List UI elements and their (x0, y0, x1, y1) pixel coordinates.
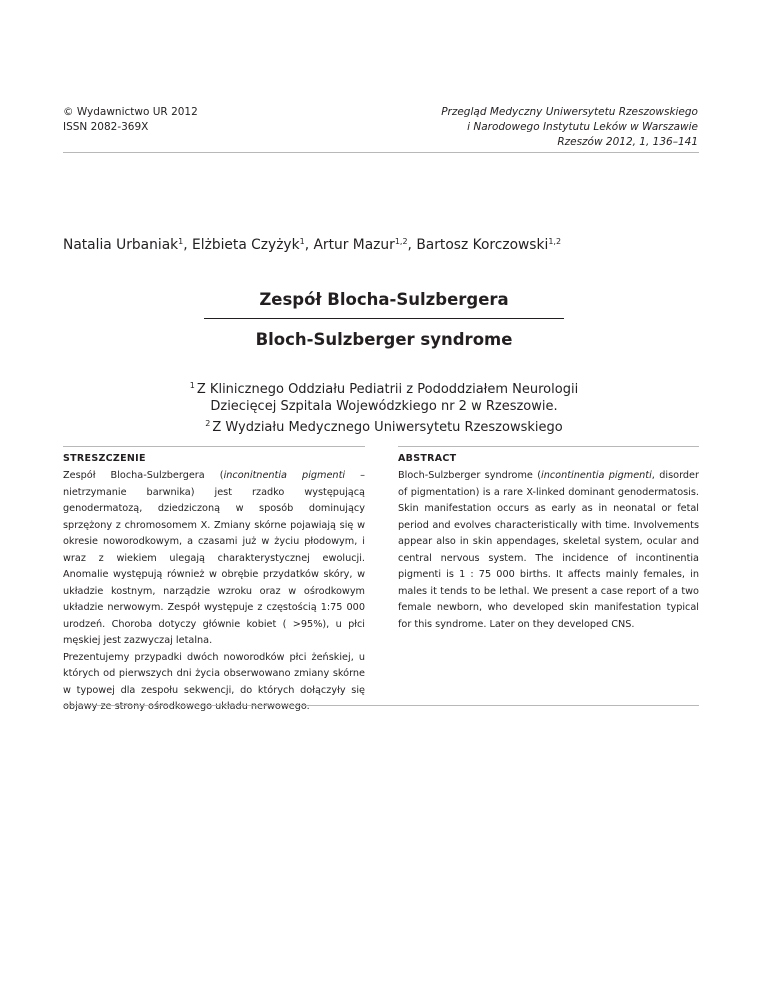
streszczenie-latin-term: inconitnentia pigmenti (223, 470, 346, 481)
author-name: Natalia Urbaniak (63, 237, 179, 253)
abstract-text: Bloch-Sulzberger syndrome ( (398, 470, 542, 481)
author-name: Artur Mazur (313, 237, 395, 253)
abstract-heading: ABSTRACT (398, 453, 457, 464)
affiliations (0, 377, 768, 436)
abstract-paragraph-1 (398, 468, 699, 633)
publisher-info (63, 105, 198, 135)
streszczenie-text: – nietrzymanie barwnika) jest rzadko występującą genodermatozą, dziedziczoną w sposób dominujący sprzężony z chromosomem X. Zmiany skórne pojawiają się w okresie noworodkowym, a czasami już w życiu płodowym, i wraz z wiekiem ulegają charakterystycznej ewolucji. Anomalie występują również w obrębie przydatków skóry, w układzie kostnym, narządzie wzroku oraz w ośrodkowym układzie nerwowym. Zespół występuje z częstością 1:75 000 urodzeń. Choroba dotyczy głównie kobiet ( >95%), u płci męskiej jest zazwyczaj letalna. (63, 470, 365, 646)
author-affiliation: 1,2 (394, 237, 408, 246)
author-name: Elżbieta Czyżyk (192, 237, 300, 253)
abstract-latin-term: incontinentia pigmenti (541, 470, 652, 481)
streszczenie-body (63, 468, 365, 716)
streszczenie-top-rule (63, 446, 365, 447)
streszczenie-heading: STRESZCZENIE (63, 453, 146, 464)
copyright-line: © Wydawnictwo UR 2012 (63, 106, 198, 118)
affiliation-2-line (0, 415, 768, 436)
author-affiliation: 1 (178, 237, 184, 246)
author-affiliation: 1 (299, 237, 305, 246)
title-english: Bloch-Sulzberger syndrome (255, 330, 513, 349)
affiliation-2-number: 2 (205, 419, 211, 428)
journal-issue-line: Rzeszów 2012, 1, 136–141 (557, 136, 698, 148)
affiliation-1-line2: Dziecięcej Szpitala Wojewódzkiego nr 2 w Rzeszowie. (210, 399, 558, 414)
abstract-top-rule (398, 446, 699, 447)
author-list: Natalia Urbaniak$^1$, Elżbieta Czyżyk$^1$, Artur Mazur$^{1,2}$, Bartosz Korczowski$^{1,2}$ (63, 237, 562, 253)
affiliation-2-text: Z Wydziału Medycznego Uniwersytetu Rzeszowskiego (212, 420, 563, 435)
streszczenie-paragraph-1 (63, 468, 365, 650)
abstract-body (398, 468, 699, 633)
issn-line: ISSN 2082-369X (63, 121, 149, 133)
streszczenie-paragraph-2: Prezentujemy przypadki dwóch noworodków płci żeńskiej, u których od pierwszych dni życia obserwowano zmiany skórne w typowej dla zespołu sekwencji, do których dołączyły się objawy ze strony ośrodkowego układu nerwowego. (63, 651, 365, 712)
author-name: Bartosz Korczowski (416, 237, 549, 253)
affiliation-1-number: 1 (189, 381, 195, 390)
affiliation-1-line1 (0, 377, 768, 398)
journal-name-line1: Przegląd Medyczny Uniwersytetu Rzeszowskiego (441, 106, 698, 118)
abstract-text: , disorder of pigmentation) is a rare X-linked dominant genodermatosis. Skin manifestation occurs as early as in neonatal or fetal period and evolves characteristically with time. Involvements appear also in skin appendages, skeletal system, ocular and central nervous system. The incidence of incontinentia pigmenti is 1 : 75 000 births. It affects mainly females, in males it tends to be lethal. We present a case report of a two female newborn, who developed skin manifestation typical for this syndrome. Later on they developed CNS. (398, 470, 699, 630)
abstract-bottom-rule (63, 705, 699, 706)
journal-name-line2: i Narodowego Instytutu Leków w Warszawie (467, 121, 698, 133)
journal-info (368, 105, 698, 150)
title-polish: Zespół Blocha-Sulzbergera (259, 290, 509, 309)
affiliation-1-text: Z Klinicznego Oddziału Pediatrii z Pododdziałem Neurologii (196, 382, 579, 397)
author-affiliation: 1,2 (548, 237, 562, 246)
title-rule (204, 318, 564, 319)
streszczenie-text: Zespół Blocha-Sulzbergera ( (63, 470, 224, 481)
header-divider (63, 152, 699, 153)
